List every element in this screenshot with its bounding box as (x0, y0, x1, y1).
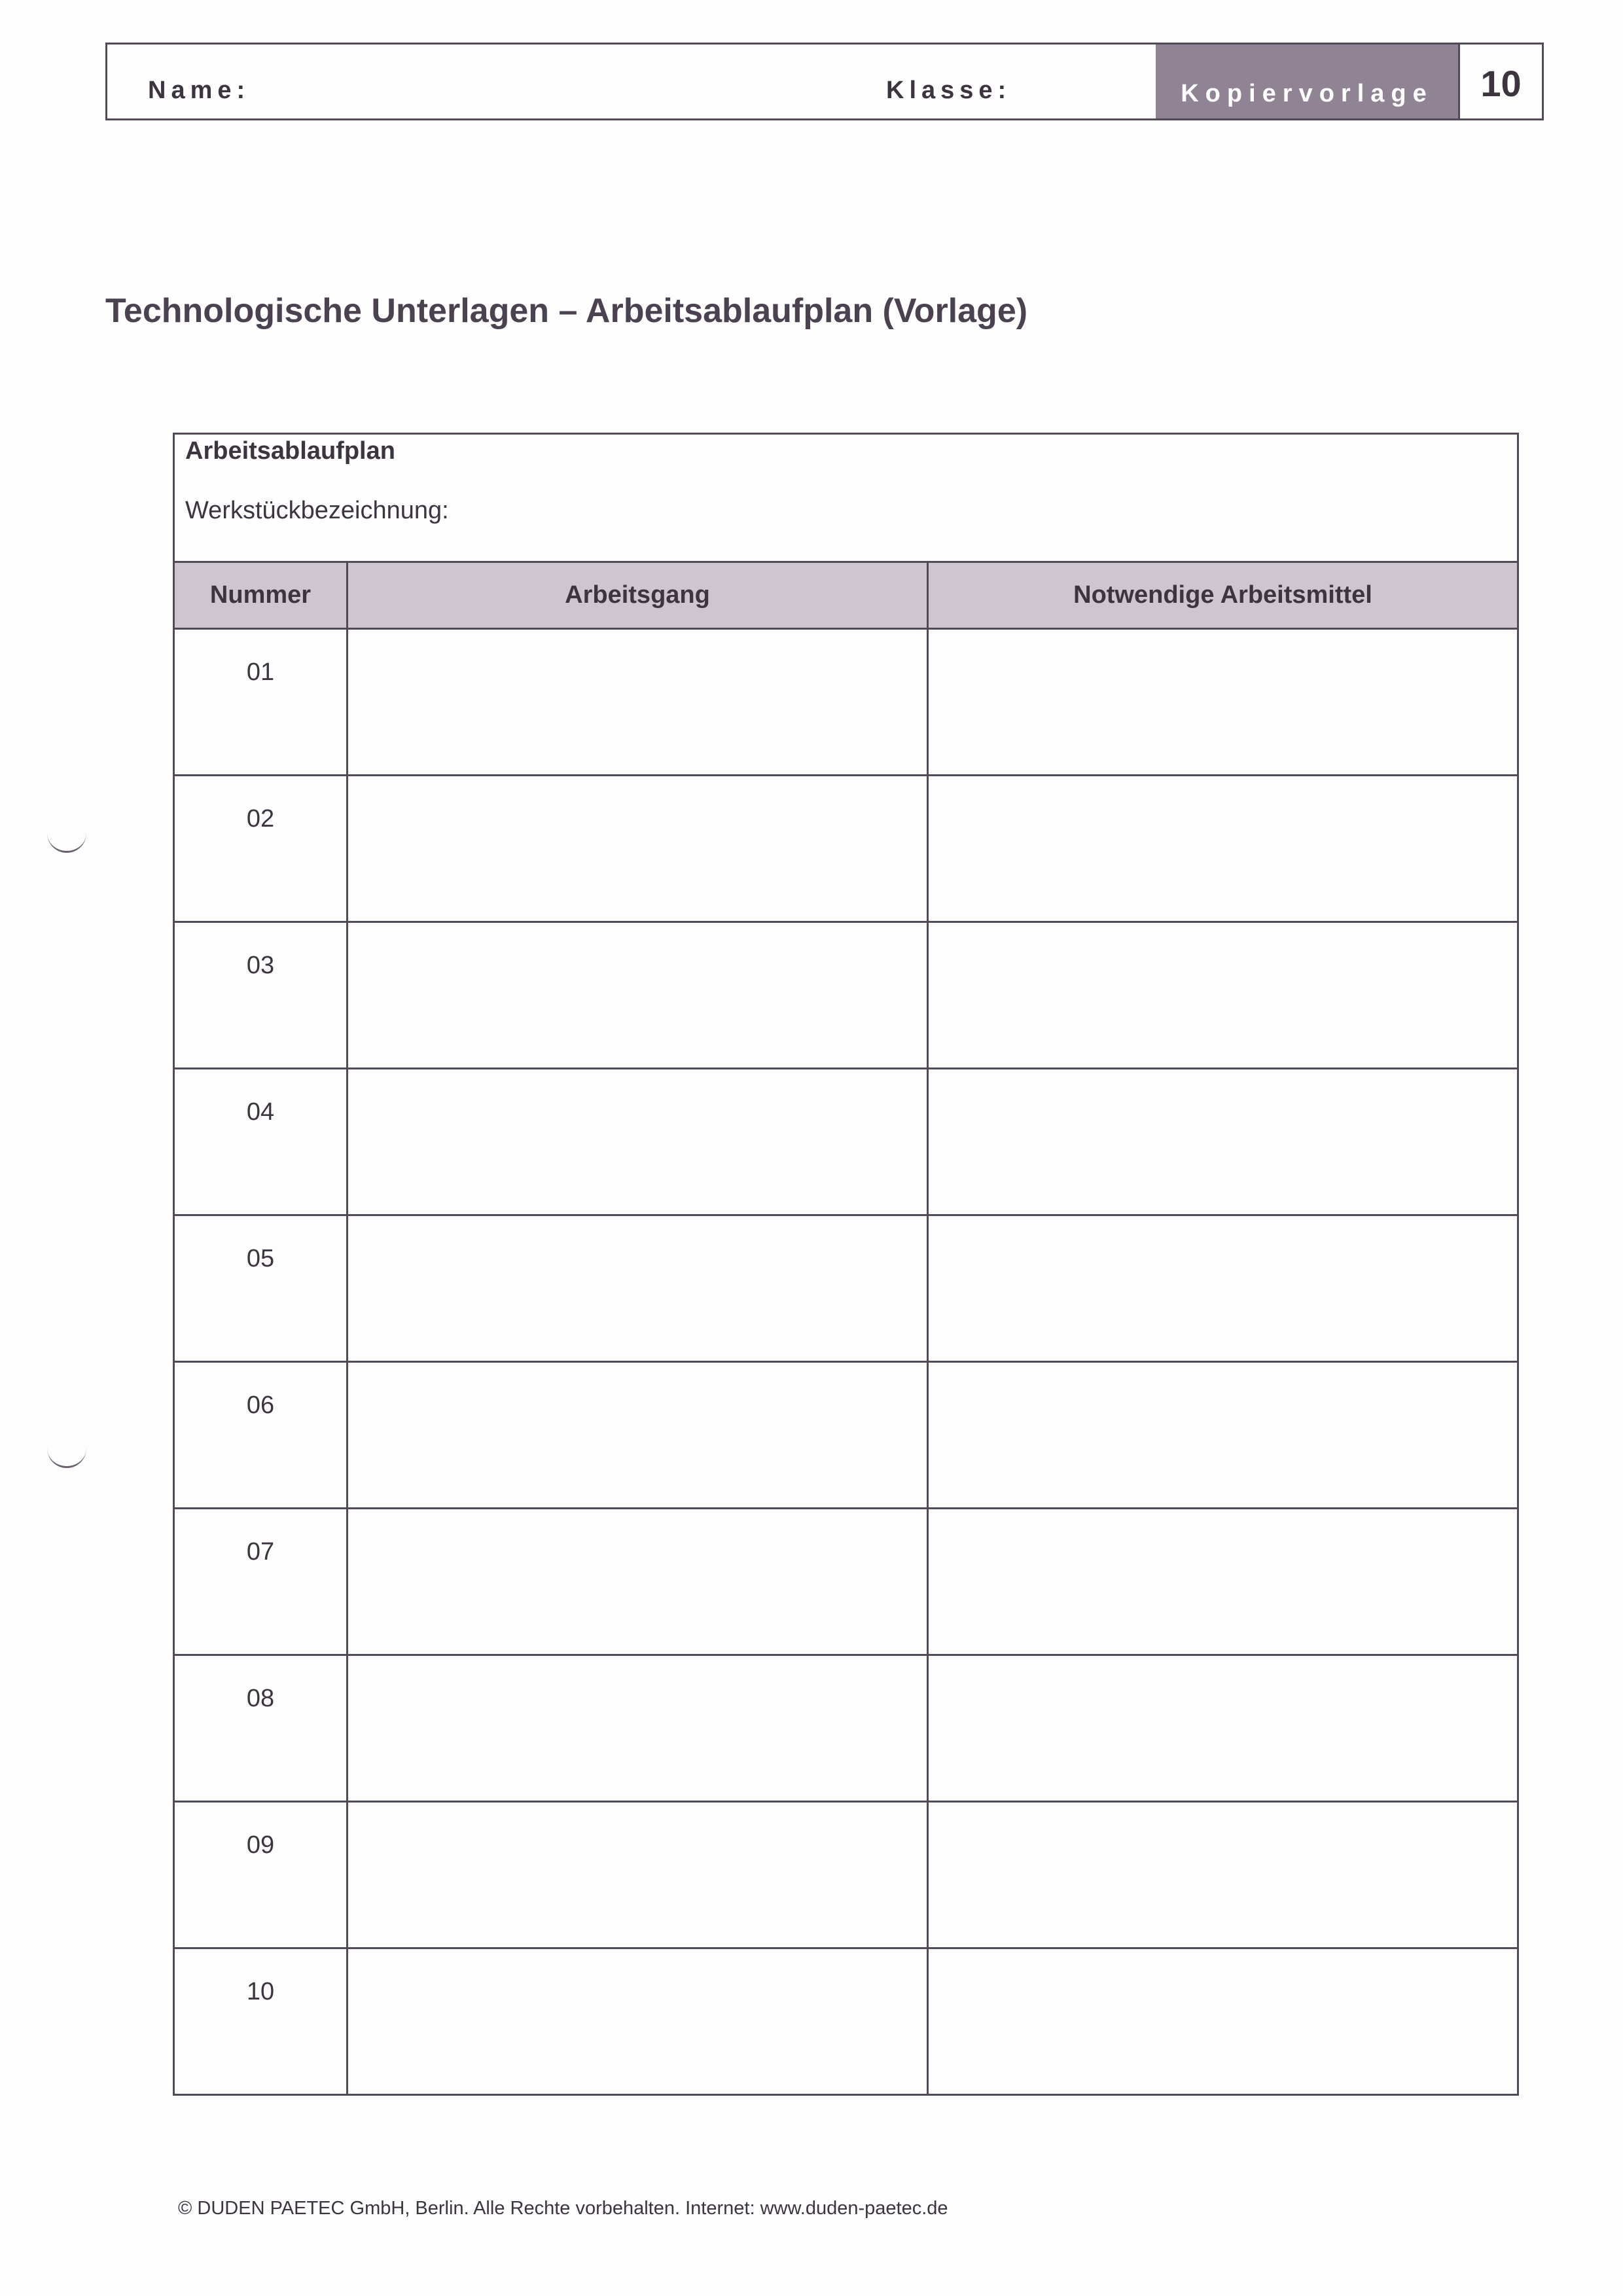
operation-cell[interactable] (348, 1655, 928, 1802)
table-row (174, 1215, 1518, 1362)
table-row (174, 1802, 1518, 1948)
tools-cell[interactable] (928, 922, 1518, 1069)
row-number: 08 (174, 1655, 348, 1802)
tools-cell[interactable] (928, 1802, 1518, 1948)
row-number: 05 (174, 1215, 348, 1362)
form-heading: Arbeitsablaufplan (185, 437, 395, 465)
tools-cell[interactable] (928, 1362, 1518, 1509)
workpiece-name-field[interactable]: Werkstückbezeichnung: (185, 497, 449, 524)
operation-cell[interactable] (348, 922, 928, 1069)
operation-cell[interactable] (348, 1215, 928, 1362)
column-header-operation: Arbeitsgang (348, 562, 928, 629)
row-number: 03 (174, 922, 348, 1069)
column-header-number: Nummer (174, 562, 348, 629)
tools-cell[interactable] (928, 629, 1518, 776)
table-row (174, 922, 1518, 1069)
operation-cell[interactable] (348, 1362, 928, 1509)
tools-cell[interactable] (928, 776, 1518, 922)
form-info-row (174, 434, 1518, 562)
work-plan-table (173, 433, 1519, 2096)
punch-hole-mark (47, 1440, 86, 1468)
table-row (174, 1948, 1518, 2095)
table-row (174, 776, 1518, 922)
copyright-footer: © DUDEN PAETEC GmbH, Berlin. Alle Rechte vorbehalten. Internet: www.duden-paetec.de (178, 2198, 948, 2219)
table-row (174, 1362, 1518, 1509)
tools-cell[interactable] (928, 1069, 1518, 1215)
page-title: Technologische Unterlagen – Arbeitsablaufplan (Vorlage) (105, 292, 1028, 330)
operation-cell[interactable] (348, 776, 928, 922)
row-number: 02 (174, 776, 348, 922)
punch-hole-mark (47, 825, 86, 853)
column-header-row (174, 562, 1518, 629)
row-number: 09 (174, 1802, 348, 1948)
row-number: 07 (174, 1509, 348, 1655)
row-number: 06 (174, 1362, 348, 1509)
operation-cell[interactable] (348, 1948, 928, 2095)
column-header-tools: Notwendige Arbeitsmittel (928, 562, 1518, 629)
name-label: Name: (148, 77, 251, 104)
operation-cell[interactable] (348, 1802, 928, 1948)
tools-cell[interactable] (928, 1215, 1518, 1362)
form-info-cell (174, 434, 1518, 562)
tools-cell[interactable] (928, 1948, 1518, 2095)
operation-cell[interactable] (348, 1509, 928, 1655)
row-number: 10 (174, 1948, 348, 2095)
page-number: 10 (1458, 45, 1542, 118)
table-row (174, 1509, 1518, 1655)
operation-cell[interactable] (348, 629, 928, 776)
row-number: 01 (174, 629, 348, 776)
table-row (174, 1069, 1518, 1215)
table-row (174, 629, 1518, 776)
tools-cell[interactable] (928, 1655, 1518, 1802)
class-label: Klasse: (886, 77, 1012, 104)
table-row (174, 1655, 1518, 1802)
tools-cell[interactable] (928, 1509, 1518, 1655)
operation-cell[interactable] (348, 1069, 928, 1215)
row-number: 04 (174, 1069, 348, 1215)
header-bar (105, 43, 1544, 120)
copy-template-tag: Kopiervorlage (1156, 45, 1458, 118)
